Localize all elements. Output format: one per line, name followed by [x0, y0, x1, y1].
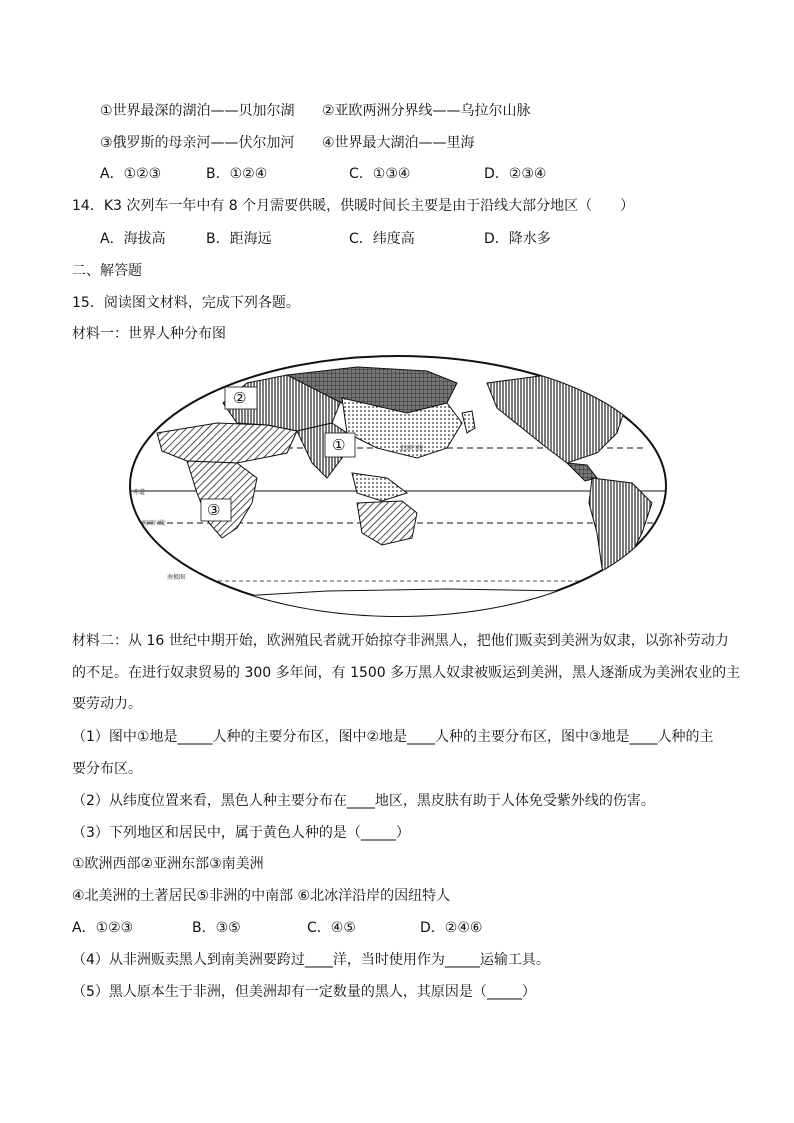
sub3-choice-b: B．③⑤ [192, 920, 241, 936]
equator-label: 赤道 [133, 489, 146, 496]
q13-option-4: ④世界最大湖泊——里海 [322, 135, 475, 151]
antarctic-label: 南极圈 [167, 574, 186, 581]
material2-line-3: 要劳动力。 [72, 696, 142, 712]
sub3-stem: （3）下列地区和居民中，属于黄色人种的是（_____） [72, 825, 410, 841]
sub3-line-1: ①欧洲西部②亚洲东部③南美洲 [72, 856, 264, 872]
material1-title: 材料一：世界人种分布图 [72, 326, 226, 342]
tropic-cancer-label: 北回归线 [399, 445, 424, 452]
q13-option-1: ①世界最深的湖泊——贝加尔湖 [100, 103, 295, 119]
marker-3: ③ [207, 501, 221, 519]
q14-choice-d: D．降水多 [484, 231, 551, 247]
tropic-capricorn-label: 南回归线 [141, 520, 166, 527]
q14-choice-c: C．纬度高 [349, 231, 415, 247]
material2-line-1: 材料二：从 16 世纪中期开始，欧洲殖民者就开始掠夺非洲黑人，把他们贩卖到美洲为奴隶，以弥补劳动力 [72, 633, 729, 649]
q13-choice-d: D．②③④ [484, 166, 547, 182]
sub1-line-1: （1）图中①地是_____人种的主要分布区，图中②地是____人种的主要分布区，图中③地是____人种的主 [72, 729, 714, 745]
q13-choice-c: C．①③④ [349, 166, 411, 182]
q13-option-2: ②亚欧两洲分界线——乌拉尔山脉 [322, 103, 531, 119]
q14-choice-b: B．距海远 [206, 231, 272, 247]
sub3-choice-d: D．②④⑥ [420, 920, 483, 936]
sub3-choice-c: C．④⑤ [307, 920, 356, 936]
world-race-map [127, 353, 670, 619]
q13-option-3: ③俄罗斯的母亲河——伏尔加河 [100, 135, 295, 151]
arctic-region [597, 363, 647, 393]
q13-choice-a: A．①②③ [100, 166, 162, 182]
sub3-line-2: ④北美洲的土著居民⑤非洲的中南部 ⑥北冰洋沿岸的因纽特人 [72, 888, 451, 904]
sub4: （4）从非洲贩卖黑人到南美洲要跨过____洋，当时使用作为_____运输工具。 [72, 952, 550, 968]
sub3-choice-a: A．①②③ [72, 920, 134, 936]
marker-1: ① [332, 436, 346, 454]
antarctica-region [127, 589, 670, 619]
sub1-line-2: 要分布区。 [72, 761, 142, 777]
material2-line-2: 的不足。在进行奴隶贸易的 300 多年间，有 1500 多万黑人奴隶被贩运到美洲，黑人逐渐成为美洲农业的主 [72, 665, 741, 681]
sub5: （5）黑人原本生于非洲，但美洲却有一定数量的黑人，其原因是（_____） [72, 984, 536, 1000]
q15-stem: 15．阅读图文材料，完成下列各题。 [72, 295, 300, 311]
q14-choice-a: A．海拔高 [100, 231, 166, 247]
section-title: 二、解答题 [72, 263, 142, 279]
q14-stem: 14．K3 次列车一年中有 8 个月需要供暖，供暖时间长主要是由于沿线大部分地区（ ） [72, 198, 635, 214]
q13-choice-b: B．①②④ [206, 166, 268, 182]
sub2: （2）从纬度位置来看，黑色人种主要分布在____地区，黑皮肤有助于人体免受紫外线的伤害。 [72, 793, 655, 809]
marker-2: ② [233, 389, 247, 407]
